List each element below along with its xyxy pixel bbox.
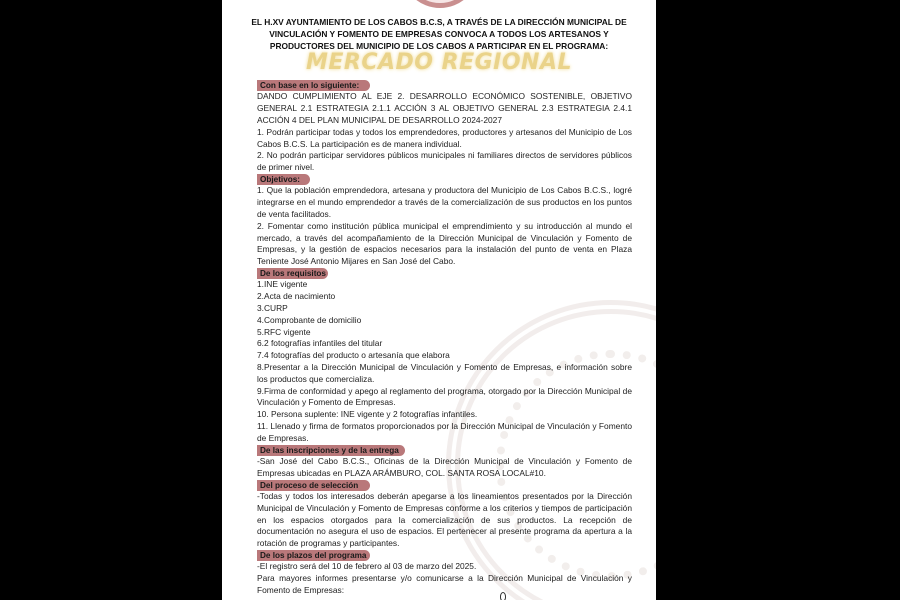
paragraph: 1. Que la población emprendedora, artesana y productora del Municipio de Los Cabos B.C.S., logré integrarse en el mundo emprendedor a través de la comercialización de sus productos en los puntos de venta facilitados. bbox=[257, 185, 632, 219]
list-item: 11. Llenado y firma de formatos proporcionados por la Dirección Municipal de Vinculación y Fomento de Empresas. bbox=[257, 420, 632, 443]
municipal-seal-icon bbox=[401, 0, 479, 8]
paragraph: 2. Fomentar como institución pública municipal el emprendimiento y su introducción al mundo el mercado, a través del acompañamiento de la Dirección Municipal de Vinculación y Fomento de Empresas, y la gestión de espacios necesarios para la instalación del punto de venta en Plaza Teniente José Antonio Mijares en San José del Cabo. bbox=[257, 220, 632, 267]
paragraph: 1. Podrán participar todas y todos los emprendedores, productores y artesanos del Municipio de Los Cabos B.C.S. La participación es de manera individual. bbox=[257, 126, 632, 149]
document-header: EL H.XV AYUNTAMIENTO DE LOS CABOS B.C.S, A TRAVÉS DE LA DIRECCIÓN MUNICIPAL DE VINCULACIÓN Y FOMENTO DE EMPRESAS CONVOCA A TODOS LOS ARTESANOS Y PRODUCTORES DEL MUNICIPIO DE LOS CABOS A PARTICIPAR EN EL PROGRAMA: bbox=[251, 17, 627, 51]
list-item: 1.INE vigente bbox=[257, 279, 308, 290]
list-item: 3.CURP bbox=[257, 302, 288, 313]
list-item: 4.Comprobante de domicilio bbox=[257, 314, 362, 325]
list-item: 8.Presentar a la Dirección Municipal de Vinculación y Fomento de Empresas, e información sobre los productos que comercializa. bbox=[257, 361, 632, 384]
list-item: 9.Firma de conformidad y apego al reglamento del programa, otorgado por la Dirección Municipal de Vinculación y Fomento de Empresas. bbox=[257, 385, 632, 408]
list-item: 2.Acta de nacimiento bbox=[257, 291, 336, 302]
paragraph: Para mayores informes presentarse y/o comunicarse a la Dirección Municipal de Vinculación y Fomento de Empresas: bbox=[257, 573, 632, 595]
section-title-objetivos: Objetivos: bbox=[257, 174, 310, 185]
section-title-seleccion: Del proceso de selección bbox=[257, 480, 370, 491]
list-item: 7.4 fotografías del producto o artesanía que elabora bbox=[257, 350, 450, 361]
paragraph: DANDO CUMPLIMIENTO AL EJE 2. DESARROLLO ECONÓMICO SOSTENIBLE, OBJETIVO GENERAL 2.1 ESTRATEGIA 2.1.1 ACCIÓN 3 AL OBJETIVO GENERAL 2.3 ESTRATEGIA 2.4.1 ACCIÓN 4 DEL PLAN MUNICIPAL DE DESARROLLO 2024-2027 bbox=[257, 91, 632, 125]
document-page bbox=[222, 0, 656, 600]
paragraph: -Todas y todos los interesados deberán apegarse a los lineamientos presentados por la Dirección Municipal de Vinculación y Fomento de Empresas conforme a los criterios y tiempos de participación en los espacios otorgados para la comercialización de sus productos. La recepción de documentación no asegura el uso de espacios. El pertenecer al presente programa da apertura a la rotación de programas y participantes. bbox=[257, 490, 632, 549]
paragraph: -El registro será del 10 de febrero al 03 de marzo del 2025. bbox=[257, 561, 477, 572]
paragraph: 2. No podrán participar servidores públicos municipales ni familiares directos de servidores públicos de primer nivel. bbox=[257, 150, 632, 173]
document-body bbox=[257, 80, 632, 597]
section-title-inscripciones: De las inscripciones y de la entrega bbox=[257, 445, 405, 456]
section-title-plazos: De los plazos del programa bbox=[257, 550, 370, 561]
list-item: 5.RFC vigente bbox=[257, 326, 311, 337]
paragraph: -San José del Cabo B.C.S., Oficinas de la Dirección Municipal de Vinculación y Fomento de Empresas ubicadas en PLAZA ARÁMBURO, COL. SANTA ROSA LOCAL#10. bbox=[257, 455, 632, 478]
list-item: 6.2 fotografías infantiles del titular bbox=[257, 338, 383, 349]
section-title-base: Con base en lo siguiente: bbox=[257, 80, 370, 91]
location-pin-icon bbox=[500, 592, 506, 600]
section-title-requisitos: De los requisitos bbox=[257, 268, 328, 279]
program-title: MERCADO REGIONAL bbox=[305, 50, 573, 75]
list-item: 10. Persona suplente: INE vigente y 2 fotografías infantiles. bbox=[257, 409, 478, 420]
